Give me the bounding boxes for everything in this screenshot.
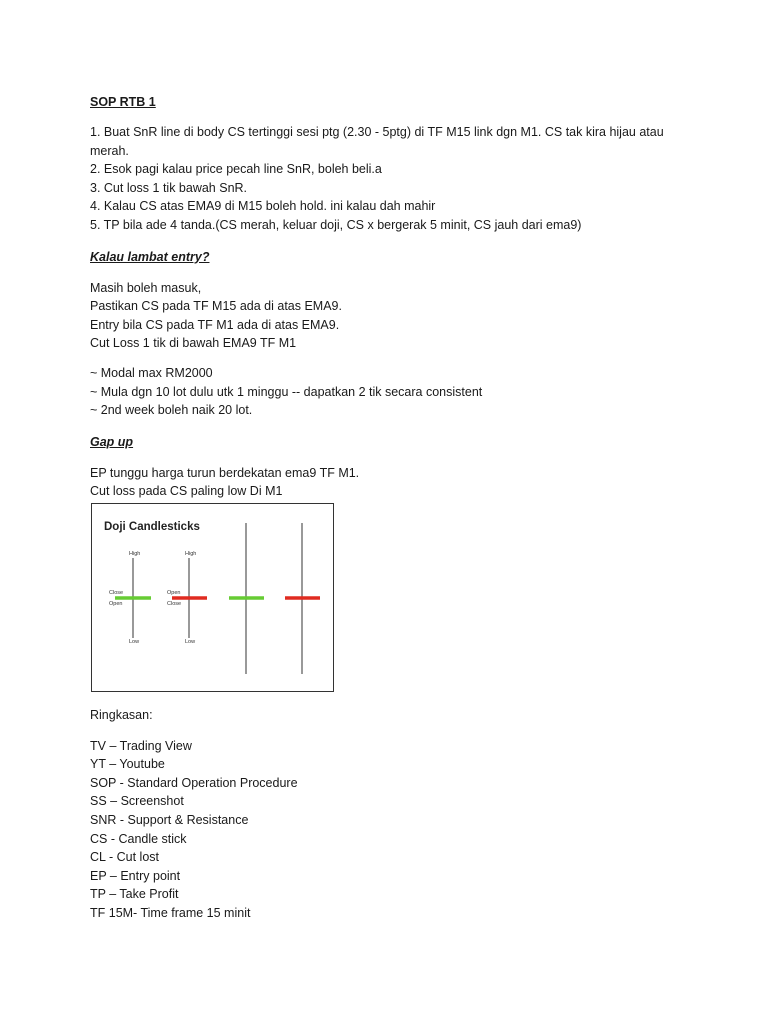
- candle2-low-label: Low: [185, 639, 196, 645]
- figure-title: Doji Candlesticks: [104, 521, 200, 533]
- summary-section: [90, 706, 298, 923]
- candle1-low-label: Low: [129, 639, 140, 645]
- gap-up-line: EP tunggu harga turun berdekatan ema9 TF M1.: [90, 465, 360, 480]
- summary-item: CS - Candle stick: [90, 831, 187, 846]
- summary-item: SS – Screenshot: [90, 794, 184, 809]
- candle1-close-label: Close: [109, 590, 124, 596]
- steps-list: [90, 123, 680, 235]
- capital-notes: [90, 364, 680, 420]
- step-item: 3. Cut loss 1 tik bawah SnR.: [90, 180, 248, 195]
- candle1-high-label: High: [129, 551, 141, 557]
- summary-item: CL - Cut lost: [90, 850, 160, 865]
- late-entry-lines: [90, 279, 680, 353]
- summary-item: TV – Trading View: [90, 738, 192, 753]
- document-body: [90, 92, 680, 501]
- capital-note: ~ Modal max RM2000: [90, 365, 213, 380]
- candle2-close-label: Close: [167, 601, 182, 607]
- summary-item: EP – Entry point: [90, 868, 181, 883]
- late-entry-line: Cut Loss 1 tik di bawah EMA9 TF M1: [90, 336, 297, 351]
- step-item: 5. TP bila ade 4 tanda.(CS merah, keluar doji, CS x bergerak 5 minit, CS jauh dari ema9): [90, 217, 582, 232]
- late-entry-heading: Kalau lambat entry?: [90, 249, 210, 264]
- late-entry-line: Pastikan CS pada TF M15 ada di atas EMA9.: [90, 299, 342, 314]
- capital-note: ~ Mula dgn 10 lot dulu utk 1 minggu -- dapatkan 2 tik secara consistent: [90, 384, 483, 399]
- gap-up-heading: Gap up: [90, 434, 134, 449]
- doji-chart-svg: [92, 504, 333, 691]
- gap-up-lines: [90, 464, 680, 501]
- summary-item: YT – Youtube: [90, 757, 165, 772]
- candle2-open-label: Open: [167, 590, 181, 596]
- doji-candlesticks-figure: [91, 503, 334, 692]
- summary-heading: Ringkasan:: [90, 708, 153, 722]
- summary-item: TP – Take Profit: [90, 887, 179, 902]
- candle2-high-label: High: [185, 551, 197, 557]
- step-item: 1. Buat SnR line di body CS tertinggi sesi ptg (2.30 - 5ptg) di TF M15 link dgn M1. CS tak kira hijau atau merah.: [90, 125, 664, 158]
- gap-up-line: Cut loss pada CS paling low Di M1: [90, 484, 283, 499]
- step-item: 4. Kalau CS atas EMA9 di M15 boleh hold. ini kalau dah mahir: [90, 199, 436, 214]
- candle1-open-label: Open: [109, 601, 123, 607]
- summary-item: SNR - Support & Resistance: [90, 812, 249, 827]
- summary-item: SOP - Standard Operation Procedure: [90, 775, 298, 790]
- late-entry-line: Entry bila CS pada TF M1 ada di atas EMA9.: [90, 317, 340, 332]
- document-title: SOP RTB 1: [90, 95, 156, 109]
- capital-note: ~ 2nd week boleh naik 20 lot.: [90, 403, 253, 418]
- summary-item: TF 15M- Time frame 15 minit: [90, 905, 251, 920]
- late-entry-line: Masih boleh masuk,: [90, 280, 202, 295]
- step-item: 2. Esok pagi kalau price pecah line SnR, boleh beli.a: [90, 162, 382, 177]
